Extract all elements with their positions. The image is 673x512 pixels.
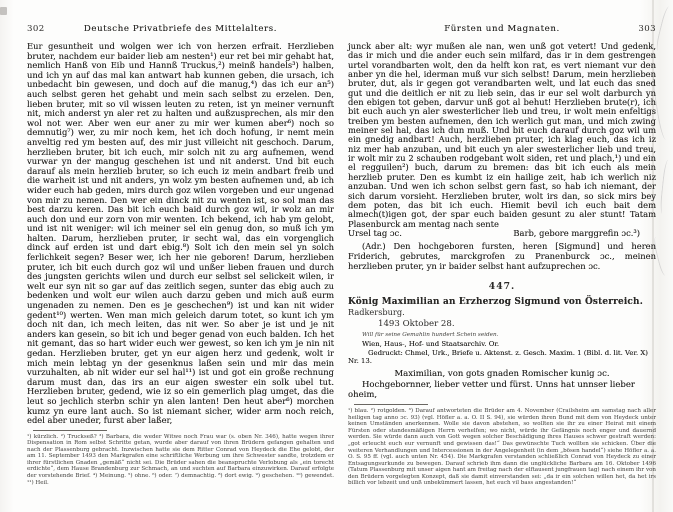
- right-page: [348, 24, 656, 487]
- left-page-number: 302: [27, 24, 45, 34]
- entry-heading: König Maximilian an Erzherzog Sigmund von Österreich.: [348, 297, 643, 308]
- right-footnote-rule: [354, 404, 428, 405]
- entry-source-printed: Gedruckt: Chmel, Urk., Briefe u. Aktenst. z. Gesch. Maxim. 1 (Bibl. d. lit. Ver. X): [368, 349, 648, 358]
- left-page: [27, 24, 334, 486]
- left-letter-body: Eur gesuntheit und wolgen wer ich von herzen erfrait. Herzlieben bruter, nachdem eur baider lieb am nesten¹) eur ret bei mir gehabt hat, nemlich Hanß von Eib und Hannß Truckus,²) meinß handels³) halben, und ich yn auf das mal kan antwart hab kunnen geben, die ursach, ich unbedacht bin gewesen, und doch auf die manug,⁴) das ich eur an⁵) auch selbst geren het gehabt und mein sach selbst zu erzelen. Den, lieben bruter, mit so vil wissen leuten zu reten, ist yn meiner vernunft nit, mich anderst yn aler ret zu halten und außzusprechen, als mir den wol not wer. Aber wen eur aner zu mir wer kumen aber⁶) noch so demnutig⁷) wer, zu mir noch kem, het ich doch hofung, ir nemt mein anveltig red ym besten auf, des mir just villeicht nit geschoch. Darum, herzlieben bruter, bit ich euch, mir solch nit zu arg aufnemen, wend vurwar yn der mangug geschehen ist und nit anderst. Und bit euch darauf als mein herzlieb bruter, so ich euch iz mein andbart freib und die warheit ist und nit anders, yn wolz ym besten aufnemen und, ab ich wider euch hab geden, mirs durch goz wilen vorgeben und eur ungenad von mir zu nemen. Den wer ein dinck nit zu wenten ist, so sol man das best darzu keren. Das bit ich euch baid durch goz wil, ir wolz an mir auch don und eur zorn von mir wenten. Ich bekend, ich hab ym gelobt, und ist nit weniger: wil ich meiner sel ein genug don, so muß ich ym halten. Darum, herzlieben pruter, ir secht wal, das ein vorgenglich dinck auf erden ist und dart ebig.⁸) Solt ich den mein sel yn solch ferlichkeit segen? Beser wer, ich her nie geboren! Darum, herzlieben pruter, ich bit euch durch goz wil und unßer lieben frauen und durch des jungsten gerichts wilen und durch eur selbst sel selickeit wilen, ir welt eur syn nit so gar auf das zeitlich segen, sunter das ebig auch zu bedenken und wolt eur wilen auch darzu geben und mich auß eurm ungenaden zu nemen. Den es je geschechen⁹) ist und kan nit wider gedent¹⁰) werten. Wen man mich geleich darum totet, so kunt ich ym doch nit dan, ich mech leiten, das nit wer. So aber je ist und je nit anders kan gesein, so bit ich und beger genad von euch balden. Ich het nit gemant, das so hart wider euch wer gewest, so ken ich ym je nin nit gedan. Herzlieben bruter, get yn eur aigen herz und gedenk, wolt ir mich mein lebtag yn der gesenknus laßen sein und mir das mein vurzuhalten, ab nit wider eur sel hal¹¹) ist und got ein große rechnung darum must dan, das irs an eur aigen swester ein solk ubel tut. Herzlieben bruter, gedend, wie iz so ein gemerlich plag umget, das die leut so jechlich sterbn schir yn alen lanten! Den heut aber⁶) morchen kumz yn eure lant auch. So ist niemant sicher, wider arm noch reich, edel aber uneder, furst aber laßer,: [27, 41, 334, 426]
- right-page-header: [348, 24, 656, 34]
- letter-first-line: Hochgebornner, lieber vetter und fürst. Unns hat unnser lieber oheim,: [348, 380, 635, 401]
- letter-address: (Adr.) Den hochgeboren fursten, heren [Sigmund] und heren Friderich, gebrutes, marckgrofen zu Pranenburck ɔc., meinen herzlieben pruter, yn ir baider selbst hant aufzuprechen ɔc.: [348, 241, 656, 271]
- right-running-title: Fürsten und Magnaten.: [444, 24, 560, 34]
- entry-regest: Will für seine Gemahlin hundert Schein seiden.: [362, 332, 499, 339]
- scan-smudge-mark: [0, 7, 7, 15]
- left-running-title: Deutsche Privatbriefe des Mittelalters.: [83, 24, 278, 34]
- left-page-header: [27, 24, 334, 34]
- left-footnote-rule: [33, 430, 107, 431]
- entry-source-number: Nr. 13.: [348, 357, 372, 366]
- right-letter-body: junck aber alt: wyr mußen ale nan, wen unß got vetert! Und gedenk, das ir mich und die ander euch sein milfard, das ir in dem gestrengen urtel vorandbarten wolt, den da helft kon rat, es vert niemant vur den anber yn die hel, iderman muß vur sich selbst! Darum, mein herzlieben bruter, dut, als ir gegen got verandbarten welt, und lat euch das sned gut und die deitlich er nit zu lieb sein, das ir eur sel wolt darburch yn den ebigen tot geben, darvur unß got al behut! Herzlieben brute(r), ich bit euch auch yn aler swesterlicher lieb und treu, ir wolt mein enfeltigs treiben ym besten aufnemen, den ich werlich gut man, und mich zwing meiner sel hal, das ich dun muß. Und bit euch darauf durch goz wil um ein gnedig andbart! Auch, herzlieben pruter, ich klag euch, das ich iz niz mer hab anzuban, und bit euch yn aler swesterlicher lieb und treu, ir wolt mir zu 2 schauben rodgebant wolt siden, ret und plach,¹) und ein el regguilen²) buch, darum zu bremen: das bit ich euch als mein herzlieb pruter. Den es kumbt iz ein hailige zeit, hab ich werlich niz anzuban. Und wen ich schon selbst gern fast, so hab ich niemant, der sich darum vorsieht. Herzlieben bruter, wolt irs dan, so sick mirs bey dem poten, das bit ich euch. Hiemit bevil ich euch bait dem almech(t)igen got, der spar euch baiden gesunt zu aler stunt! Tatam Plasenburck am mentag nach sente: [348, 41, 656, 229]
- entry-date: 1493 Oktober 28.: [378, 319, 455, 330]
- letter-signature: Barb, gebore marggrefin ɔc.³): [513, 227, 640, 238]
- entry-number: 447.: [488, 281, 516, 293]
- letter-salutation: Maximilian, von gots gnaden Romischer kunig ɔc.: [394, 369, 610, 380]
- entry-source-archive: Wien, Haus-, Hof- und Staatsarchiv. Or.: [362, 340, 500, 349]
- signature-line: [348, 229, 656, 239]
- left-footnotes: ¹) kürzlich. ²) Truckseß? ³) Barbara, die weder Witwe noch Frau war (s. oben Nr. 346), hatte wegen ihrer Dispensation in Rom selbst Schritte getan, wurde aber darauf von ihren Brüdern gefangen gehalten und nach der Plassenburg gebracht. Inzwischen hatte sie dem Ritter Conrad von Heydeck die Ehe gelobt, der am 11. September 1493 den Markgrafen eine schriftliche Werbung um ihre Schwester sandte, trotzdem er ihrer fürstlichen Gnaden „gemäß“ nicht sei. Die Brüder sahen die beanspruchte Verlobung als „ein torecht erdichte“, dem Hause Brandenburg zur Schmach, an und suchten auf Barbara einzuwirken. Darauf erfolgte der vorstehende Brief. ⁴) Meinung. ⁵) ohne. ⁶) oder. ⁷) demnachtig. ⁸) dort ewig. ⁹) geschehen. ¹⁰) gewendet. ¹¹) Heil.: [27, 433, 334, 486]
- entry-place: Radkersburg.: [348, 307, 405, 318]
- date-line: Ursel tag ɔc.: [348, 227, 402, 238]
- right-page-number: 303: [638, 24, 656, 34]
- entry-heading-line: [348, 297, 656, 318]
- right-footnotes: ¹) blau. ²) rotgolden. ³) Darauf antworteten die Brüder am 4. November (Crailsheim am samstag nach aller heiligen tag anno ɔc. 93) (vgl. Höfler a. a. O. II S. 94), sie würden ihren Bund mit dem von Heydeck unter keinen Umständen anerkennen. Wolle sie davon abstehen, so wollten sie ihr zu einer Heirat mit einem Fürsten oder standesmäßigen Herrn verhelfen; wo nicht, würde ihr Gefängnis noch enger und dauernd werden. Sie würde dann auch von Gott wegen solcher Beschädigung ihres Hauses schwer gestraft werden: „got erleucht euch eur vernunft und gewissen das!“ Das gewünschte Tuch wollten sie schicken. Über die weiteren Verhandlungen und Intercessionen in der Angelegenheit (in dem „bösen handel“) siehe Höfler a. a. O. S. 95 ff. (vgl. auch unten Nr. 454). Die Markgrafen verstanden schließlich Conrad von Heydeck zu einer Entsagungsurkunde zu bewegen. Darauf schrieb ihm dann die unglückliche Barbara am 16. Oktober 1496 (Tatum Plassenburg mit unser aigen hant am freitag nach der elftausent jungfrauen tag) nach einem ihr von den Brüdern vorgelegten Konzept, daß sie damit einverstanden sei: „da ir ein solchen willen het, da het irs billich vor lebzeit und unß unbekümmert lassen, het euch vil bass angestanden!“: [348, 408, 656, 487]
